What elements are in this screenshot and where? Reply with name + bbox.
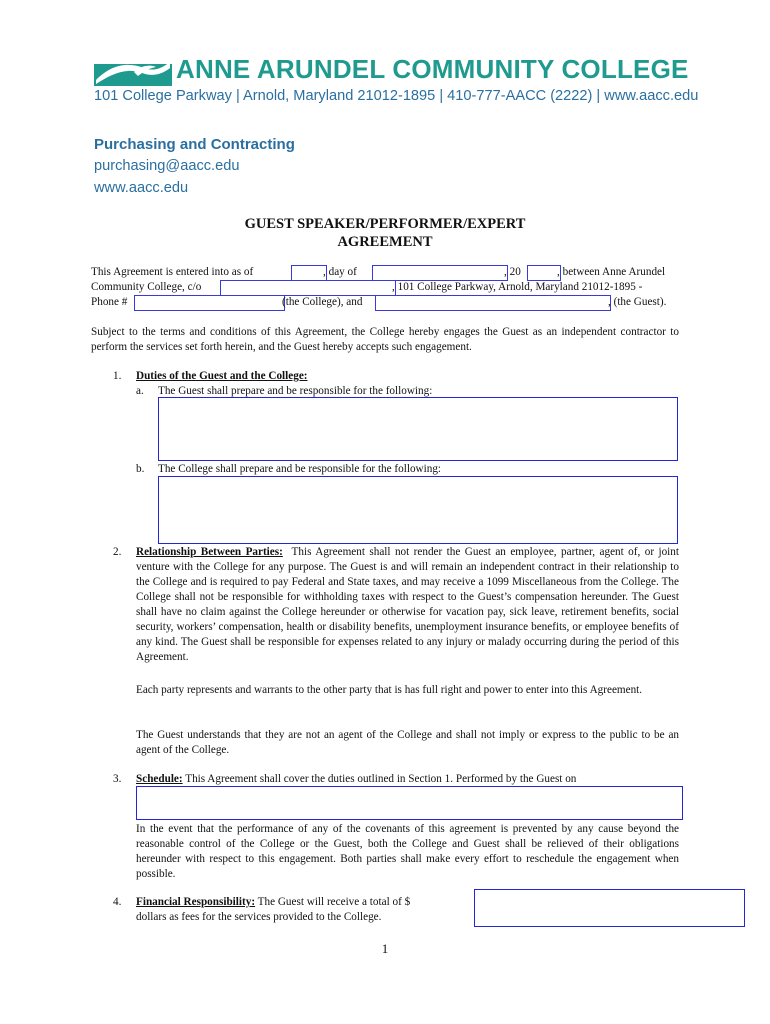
section-3-line [136,772,576,787]
section-4-number: 4. [113,896,122,908]
intro-text-3a: Phone # [91,296,128,308]
intro-text-3c: , (the Guest). [608,296,667,308]
intro-text-1b: , day of [323,266,357,278]
department-website[interactable]: www.aacc.edu [94,180,189,196]
college-logo-icon [94,58,172,86]
college-duties-field[interactable] [158,476,678,544]
section-3-number: 3. [113,773,122,785]
section-4-heading: Financial Responsibility: [136,896,256,908]
care-of-field[interactable] [220,280,396,296]
section-3-text: This Agreement shall cover the duties outlined in Section 1. Performed by the Guest on [185,773,577,785]
section-3-paragraph-2: In the event that the performance of any of the covenants of this agreement is prevented by any cause beyond the reasonable control of the College or the Guest, both the College and Guest shall be relieved of their obligations hereunder with respect to this engagement. Both parties shall make every effort to reschedule the engagement when possible. [136,823,679,880]
month-field[interactable] [372,265,508,281]
section-1a-text: The Guest shall prepare and be responsible for the following: [158,385,433,397]
schedule-field[interactable] [136,786,683,820]
title-line-1: GUEST SPEAKER/PERFORMER/EXPERT [244,216,526,232]
section-1b-text: The College shall prepare and be responsible for the following: [158,463,442,475]
intro-text-1a: This Agreement is entered into as of [91,266,254,278]
logo-row [94,56,694,88]
department-email[interactable]: purchasing@aacc.edu [94,158,240,174]
section-1-number: 1. [113,370,122,382]
college-address: 101 College Parkway | Arnold, Maryland 21012-1895 | 410-777-AACC (2222) | www.aacc.edu [94,88,699,104]
page-number: 1 [381,941,389,956]
section-3-heading: Schedule: [136,773,183,785]
section-2-body [136,545,679,665]
college-name: ANNE ARUNDEL COMMUNITY COLLEGE [176,54,689,84]
section-1b-label: b. [136,463,145,475]
intro-text-2b: , 101 College Parkway, Arnold, Maryland 21012-1895 - [392,281,643,293]
document-title [0,215,770,251]
section-2-text: This Agreement shall not render the Guest an employee, partner, agent of, or joint venture with the College for any purpose. The Guest is and will remain an independent contract in their relationship to the College and is required to pay Federal and State taxes, and may receive a 1099 Miscellaneous from the College. The College shall not be responsible for withholding taxes with respect to the Guest’s compensation hereunder. The Guest shall have no claim against the College hereunder or otherwise for vacation pay, sick leave, retirement benefits, social security, workers’ compensation, health or disability benefits, unemployment insurance benefits, or employee benefits of any kind. The Guest shall be responsible for expenses related to any injury or malady occurring during the period of this Agreement. [136,546,679,663]
intro-text-1c: , 20 [504,266,521,278]
title-line-2: AGREEMENT [337,234,433,250]
intro-text-3b: (the College), and [282,296,363,308]
section-4-line [136,895,410,910]
intro-text-1d: , between Anne Arundel [557,266,666,278]
section-1-heading: Duties of the Guest and the College: [136,370,308,382]
section-2-heading: Relationship Between Parties: [136,546,283,558]
year-field[interactable] [527,265,561,281]
department-title: Purchasing and Contracting [94,136,295,153]
subject-paragraph: Subject to the terms and conditions of this Agreement, the College hereby engages the Guest as an independent contractor to perform the services set forth herein, and the Guest hereby accepts such engagement. [91,326,679,353]
section-1a-label: a. [136,385,144,397]
section-4-line-2: dollars as fees for the services provided to the College. [136,911,382,923]
section-2-paragraph-3: The Guest understands that they are not an agent of the College and shall not imply or express to the public to be an agent of the College. [136,729,679,756]
guest-name-field[interactable] [375,295,611,311]
fee-amount-field[interactable] [474,889,745,927]
day-field[interactable] [291,265,327,281]
section-2-paragraph-2: Each party represents and warrants to the other party that is has full right and power to enter into this Agreement. [136,684,643,696]
phone-field[interactable] [134,295,285,311]
section-2-number: 2. [113,546,122,558]
intro-text-2a: Community College, c/o [91,281,202,293]
section-4-text: The Guest will receive a total of $ [257,896,411,908]
guest-duties-field[interactable] [158,397,678,461]
